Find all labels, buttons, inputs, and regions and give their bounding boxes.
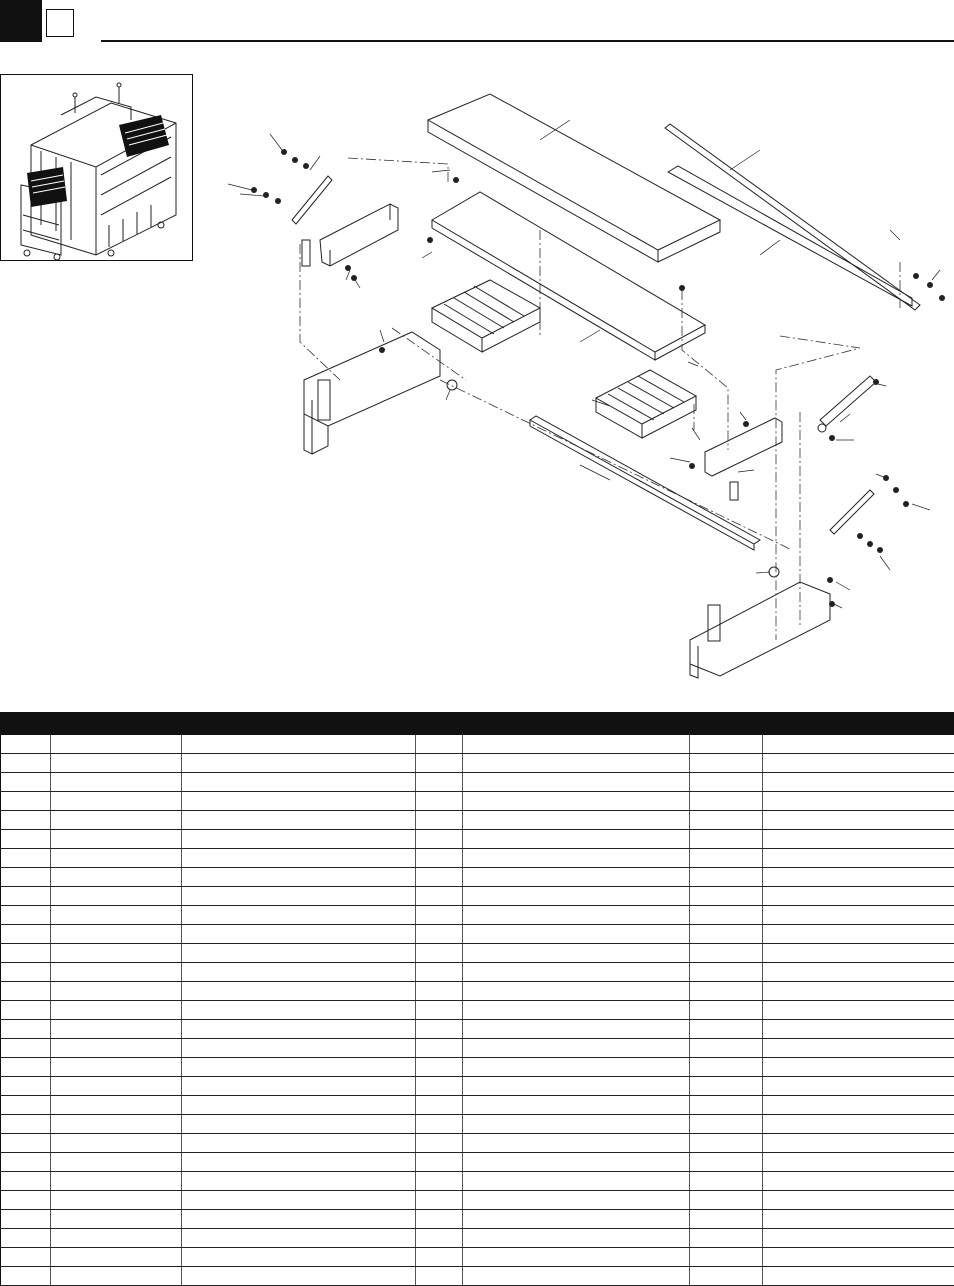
table-cell (416, 754, 463, 773)
table-cell (463, 1248, 690, 1267)
table-cell (416, 1267, 463, 1286)
table-cell (51, 754, 182, 773)
table-cell (416, 1210, 463, 1229)
table-cell (463, 1058, 690, 1077)
table-cell (182, 887, 416, 906)
parts-list-table (0, 712, 954, 1286)
table-cell (182, 735, 416, 754)
header-cell (51, 713, 182, 735)
table-row (1, 1020, 954, 1039)
table-cell (690, 735, 763, 754)
table-cell (463, 1001, 690, 1020)
table-cell (51, 944, 182, 963)
table-cell (416, 1058, 463, 1077)
table-cell (1, 963, 51, 982)
table-cell (763, 925, 954, 944)
table-row (1, 1229, 954, 1248)
left-lever (292, 176, 332, 224)
table-cell (690, 868, 763, 887)
table-cell (1, 1039, 51, 1058)
table-cell (763, 1153, 954, 1172)
table-cell (690, 982, 763, 1001)
table-cell (416, 735, 463, 754)
table-row (1, 1191, 954, 1210)
table-cell (1, 1210, 51, 1229)
table-cell (463, 1115, 690, 1134)
table-cell (1, 735, 51, 754)
table-cell (1, 792, 51, 811)
table-cell (182, 1191, 416, 1210)
table-cell (182, 1153, 416, 1172)
section-box (46, 9, 74, 37)
table-cell (463, 887, 690, 906)
table-row (1, 1058, 954, 1077)
table-cell (51, 982, 182, 1001)
table-cell (1, 1096, 51, 1115)
table-cell (416, 868, 463, 887)
table-cell (463, 1134, 690, 1153)
table-row (1, 792, 954, 811)
right-lever (830, 490, 874, 534)
table-row (1, 906, 954, 925)
table-cell (51, 1077, 182, 1096)
table-cell (51, 1020, 182, 1039)
table-cell (463, 868, 690, 887)
table-cell (463, 963, 690, 982)
table-cell (182, 1020, 416, 1039)
section-marker (0, 0, 42, 42)
table-row (1, 1267, 954, 1286)
table-cell (1, 1134, 51, 1153)
table-cell (416, 906, 463, 925)
table-cell (1, 1267, 51, 1286)
table-cell (763, 982, 954, 1001)
table-cell (182, 830, 416, 849)
table-cell (51, 1058, 182, 1077)
table-cell (763, 906, 954, 925)
table-cell (51, 1039, 182, 1058)
table-cell (182, 963, 416, 982)
table-cell (690, 906, 763, 925)
table-cell (416, 887, 463, 906)
table-cell (182, 811, 416, 830)
table-cell (463, 1191, 690, 1210)
table-cell (416, 944, 463, 963)
right-bracket (705, 418, 782, 476)
table-cell (51, 1191, 182, 1210)
table-cell (763, 1096, 954, 1115)
table-row (1, 754, 954, 773)
table-cell (763, 773, 954, 792)
table-cell (416, 1248, 463, 1267)
table-cell (416, 1115, 463, 1134)
table-cell (1, 1020, 51, 1039)
table-cell (463, 735, 690, 754)
table-cell (416, 1134, 463, 1153)
table-cell (182, 925, 416, 944)
table-cell (690, 1001, 763, 1020)
table-row (1, 868, 954, 887)
lower-long-rail (530, 416, 760, 544)
exploded-view (200, 80, 954, 690)
header-cell (690, 713, 763, 735)
table-cell (1, 773, 51, 792)
table-cell (463, 1210, 690, 1229)
table-cell (182, 1058, 416, 1077)
table-cell (463, 982, 690, 1001)
table-cell (463, 906, 690, 925)
table-cell (1, 1058, 51, 1077)
table-cell (690, 830, 763, 849)
table-cell (416, 1153, 463, 1172)
table-cell (763, 849, 954, 868)
table-cell (51, 1267, 182, 1286)
table-cell (690, 754, 763, 773)
table-cell (763, 1020, 954, 1039)
table-cell (182, 849, 416, 868)
table-cell (416, 1039, 463, 1058)
gas-spring (820, 376, 876, 426)
table-cell (690, 1039, 763, 1058)
table-cell (182, 1229, 416, 1248)
table-cell (763, 1115, 954, 1134)
table-cell (182, 944, 416, 963)
table-cell (763, 1191, 954, 1210)
table-cell (463, 1267, 690, 1286)
table-cell (463, 1096, 690, 1115)
table-cell (1, 1172, 51, 1191)
machine-illustration (1, 75, 192, 260)
table-cell (763, 868, 954, 887)
table-cell (690, 1267, 763, 1286)
table-cell (1, 887, 51, 906)
parts-table-header (1, 713, 954, 735)
table-cell (690, 1115, 763, 1134)
table-cell (51, 1172, 182, 1191)
table-cell (51, 1248, 182, 1267)
table-cell (51, 925, 182, 944)
table-cell (763, 887, 954, 906)
table-cell (182, 773, 416, 792)
table-cell (51, 1153, 182, 1172)
table-row (1, 1153, 954, 1172)
table-cell (182, 1115, 416, 1134)
table-cell (463, 944, 690, 963)
table-cell (463, 830, 690, 849)
table-row (1, 1210, 954, 1229)
table-cell (51, 1001, 182, 1020)
table-row (1, 982, 954, 1001)
table-cell (690, 811, 763, 830)
right-lower-frame (690, 582, 830, 676)
machine-location-thumbnail (0, 74, 193, 261)
table-cell (690, 1191, 763, 1210)
table-cell (51, 1134, 182, 1153)
table-cell (463, 1020, 690, 1039)
table-cell (463, 754, 690, 773)
table-row (1, 849, 954, 868)
table-cell (416, 963, 463, 982)
table-cell (182, 1077, 416, 1096)
exploded-parts-diagram (200, 80, 954, 690)
table-cell (1, 1191, 51, 1210)
table-cell (416, 1229, 463, 1248)
table-cell (1, 754, 51, 773)
table-cell (1, 1077, 51, 1096)
table-cell (51, 1229, 182, 1248)
table-cell (182, 1172, 416, 1191)
table-cell (51, 792, 182, 811)
table-cell (463, 792, 690, 811)
table-cell (416, 982, 463, 1001)
table-cell (1, 1115, 51, 1134)
table-cell (416, 1077, 463, 1096)
table-cell (690, 773, 763, 792)
table-cell (463, 1229, 690, 1248)
table-cell (51, 887, 182, 906)
table-row (1, 925, 954, 944)
header-rule (101, 40, 954, 42)
table-cell (416, 773, 463, 792)
table-cell (416, 792, 463, 811)
table-cell (182, 1248, 416, 1267)
table-cell (690, 1134, 763, 1153)
table-cell (763, 1058, 954, 1077)
table-cell (51, 963, 182, 982)
table-cell (763, 1172, 954, 1191)
table-cell (51, 1210, 182, 1229)
table-cell (763, 1229, 954, 1248)
table-cell (416, 811, 463, 830)
table-cell (690, 1153, 763, 1172)
table-cell (690, 1210, 763, 1229)
table-cell (463, 849, 690, 868)
table-row (1, 1248, 954, 1267)
table-cell (690, 925, 763, 944)
table-cell (416, 1191, 463, 1210)
table-cell (51, 773, 182, 792)
upper-right-rail (665, 124, 920, 310)
table-row (1, 1115, 954, 1134)
table-cell (1, 925, 51, 944)
table-cell (1, 982, 51, 1001)
header-cell (1, 713, 51, 735)
header-cell (416, 713, 463, 735)
table-cell (690, 963, 763, 982)
table-cell (690, 1096, 763, 1115)
table-cell (763, 830, 954, 849)
table-cell (182, 1039, 416, 1058)
table-cell (182, 1267, 416, 1286)
table-cell (690, 1077, 763, 1096)
header-cell (763, 713, 954, 735)
table-cell (182, 906, 416, 925)
table-cell (763, 735, 954, 754)
table-cell (416, 1172, 463, 1191)
table-cell (763, 1267, 954, 1286)
table-cell (51, 868, 182, 887)
table-cell (690, 1248, 763, 1267)
table-cell (763, 811, 954, 830)
table-cell (1, 1248, 51, 1267)
table-cell (416, 830, 463, 849)
parts-table-body (1, 735, 954, 1286)
table-row (1, 963, 954, 982)
table-cell (690, 1229, 763, 1248)
table-cell (182, 1210, 416, 1229)
table-cell (51, 849, 182, 868)
middle-plate (432, 192, 705, 352)
table-cell (416, 1001, 463, 1020)
table-cell (51, 1096, 182, 1115)
left-bracket (320, 204, 398, 266)
table-cell (690, 887, 763, 906)
left-lower-frame (304, 332, 440, 426)
table-cell (690, 792, 763, 811)
table-cell (690, 849, 763, 868)
table-cell (416, 1020, 463, 1039)
table-row (1, 830, 954, 849)
table-cell (463, 773, 690, 792)
table-cell (463, 1039, 690, 1058)
table-cell (416, 925, 463, 944)
table-cell (51, 735, 182, 754)
table-cell (763, 1039, 954, 1058)
table-row (1, 811, 954, 830)
table-cell (182, 868, 416, 887)
table-cell (690, 1058, 763, 1077)
table-cell (182, 1096, 416, 1115)
table-cell (763, 1077, 954, 1096)
table-row (1, 1172, 954, 1191)
table-cell (51, 1115, 182, 1134)
table-cell (51, 906, 182, 925)
table-cell (182, 754, 416, 773)
table-row (1, 1134, 954, 1153)
table-cell (763, 754, 954, 773)
table-cell (763, 944, 954, 963)
table-cell (1, 811, 51, 830)
table-cell (763, 963, 954, 982)
table-cell (182, 1001, 416, 1020)
table-cell (463, 1153, 690, 1172)
table-row (1, 1001, 954, 1020)
table-cell (763, 792, 954, 811)
table-cell (1, 868, 51, 887)
table-cell (463, 925, 690, 944)
table-cell (690, 944, 763, 963)
table-cell (763, 1248, 954, 1267)
table-cell (51, 811, 182, 830)
table-cell (1, 944, 51, 963)
table-cell (463, 811, 690, 830)
table-cell (763, 1210, 954, 1229)
table-row (1, 1096, 954, 1115)
table-row (1, 735, 954, 754)
header-cell (182, 713, 416, 735)
table-cell (1, 1229, 51, 1248)
table-cell (690, 1172, 763, 1191)
table-row (1, 1077, 954, 1096)
table-cell (1, 830, 51, 849)
table-cell (1, 849, 51, 868)
table-row (1, 887, 954, 906)
top-cover-plate (428, 94, 720, 250)
table-cell (763, 1001, 954, 1020)
table-cell (182, 1134, 416, 1153)
table-row (1, 1039, 954, 1058)
header-cell (463, 713, 690, 735)
table-cell (463, 1077, 690, 1096)
table-cell (182, 982, 416, 1001)
table-cell (416, 1096, 463, 1115)
table-cell (182, 792, 416, 811)
table-row (1, 773, 954, 792)
table-cell (51, 830, 182, 849)
table-cell (690, 1020, 763, 1039)
table-cell (763, 1134, 954, 1153)
table-cell (1, 1001, 51, 1020)
table-cell (463, 1172, 690, 1191)
table-row (1, 944, 954, 963)
table-cell (1, 906, 51, 925)
table-cell (1, 1153, 51, 1172)
table-cell (416, 849, 463, 868)
